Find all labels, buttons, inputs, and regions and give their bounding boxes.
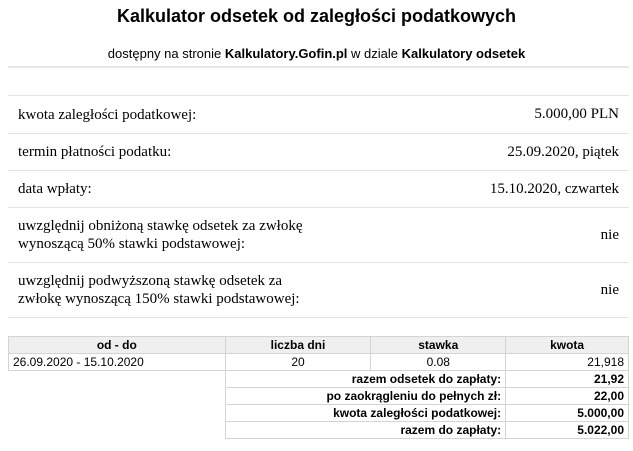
summary-label-total-interest: razem odsetek do zapłaty: bbox=[225, 371, 506, 388]
param-row-reduced-rate bbox=[8, 208, 629, 263]
param-label-increased-rate-line2: zwłokę wynoszącą 150% stawki podstawowej: bbox=[18, 291, 300, 307]
cell-period: 26.09.2020 - 15.10.2020 bbox=[9, 354, 226, 371]
section-name-link[interactable]: Kalkulatory odsetek bbox=[401, 46, 526, 61]
summary-value-tax-arrears: 5.000,00 bbox=[506, 405, 629, 422]
param-value-reduced-rate: nie bbox=[600, 226, 619, 243]
subtitle-middle: w dziale bbox=[347, 46, 402, 61]
summary-blank bbox=[9, 422, 226, 439]
param-row-increased-rate bbox=[8, 263, 629, 318]
param-row-payment-date bbox=[8, 171, 629, 208]
subtitle-prefix: dostępny na stronie bbox=[107, 46, 225, 61]
summary-label-rounded: po zaokrągleniu do pełnych zł: bbox=[225, 388, 506, 405]
parameters-table bbox=[8, 95, 629, 318]
cell-rate: 0.08 bbox=[371, 354, 506, 371]
table-row bbox=[9, 354, 629, 371]
results-header-row bbox=[9, 337, 629, 354]
column-header-period: od - do bbox=[9, 337, 226, 354]
param-label-due-date: termin płatności podatku: bbox=[18, 144, 172, 160]
column-header-days: liczba dni bbox=[225, 337, 371, 354]
param-label-reduced-rate-line1: uwzględnij obniżoną stawkę odsetek za zwłokę bbox=[18, 218, 303, 234]
column-header-amount: kwota bbox=[506, 337, 629, 354]
param-label-increased-rate bbox=[18, 272, 300, 308]
results-table bbox=[8, 336, 629, 439]
summary-value-rounded: 22,00 bbox=[506, 388, 629, 405]
summary-row-total-interest bbox=[9, 371, 629, 388]
param-label-payment-date: data wpłaty: bbox=[18, 181, 92, 197]
summary-row-rounded bbox=[9, 388, 629, 405]
summary-blank bbox=[9, 388, 226, 405]
cell-days: 20 bbox=[225, 354, 371, 371]
summary-blank bbox=[9, 371, 226, 388]
param-value-amount: 5.000,00 PLN bbox=[534, 106, 619, 122]
param-label-reduced-rate-line2: wynoszącą 50% stawki podstawowej: bbox=[18, 236, 246, 252]
summary-value-total-to-pay: 5.022,00 bbox=[506, 422, 629, 439]
column-header-rate: stawka bbox=[371, 337, 506, 354]
param-value-due-date: 25.09.2020, piątek bbox=[507, 143, 619, 160]
param-row-due-date bbox=[8, 134, 629, 171]
site-name-link[interactable]: Kalkulatory.Gofin.pl bbox=[224, 46, 348, 61]
param-label-increased-rate-line1: uwzględnij podwyższoną stawkę odsetek za bbox=[18, 273, 283, 289]
summary-label-total-to-pay: razem do zapłaty: bbox=[225, 422, 506, 439]
param-label-amount: kwota zaległości podatkowej: bbox=[18, 106, 197, 123]
param-value-increased-rate: nie bbox=[600, 281, 619, 298]
param-label-reduced-rate bbox=[18, 217, 303, 253]
summary-label-tax-arrears: kwota zaległości podatkowej: bbox=[225, 405, 506, 422]
summary-value-total-interest: 21,92 bbox=[506, 371, 629, 388]
summary-row-total-to-pay bbox=[9, 422, 629, 439]
param-value-payment-date: 15.10.2020, czwartek bbox=[489, 180, 619, 197]
page-title: Kalkulator odsetek od zaległości podatkowych bbox=[116, 6, 517, 26]
summary-row-tax-arrears bbox=[9, 405, 629, 422]
summary-blank bbox=[9, 405, 226, 422]
header-divider bbox=[8, 66, 629, 68]
page-subtitle bbox=[0, 46, 633, 61]
cell-amount: 21,918 bbox=[506, 354, 629, 371]
param-row-amount bbox=[8, 96, 629, 134]
